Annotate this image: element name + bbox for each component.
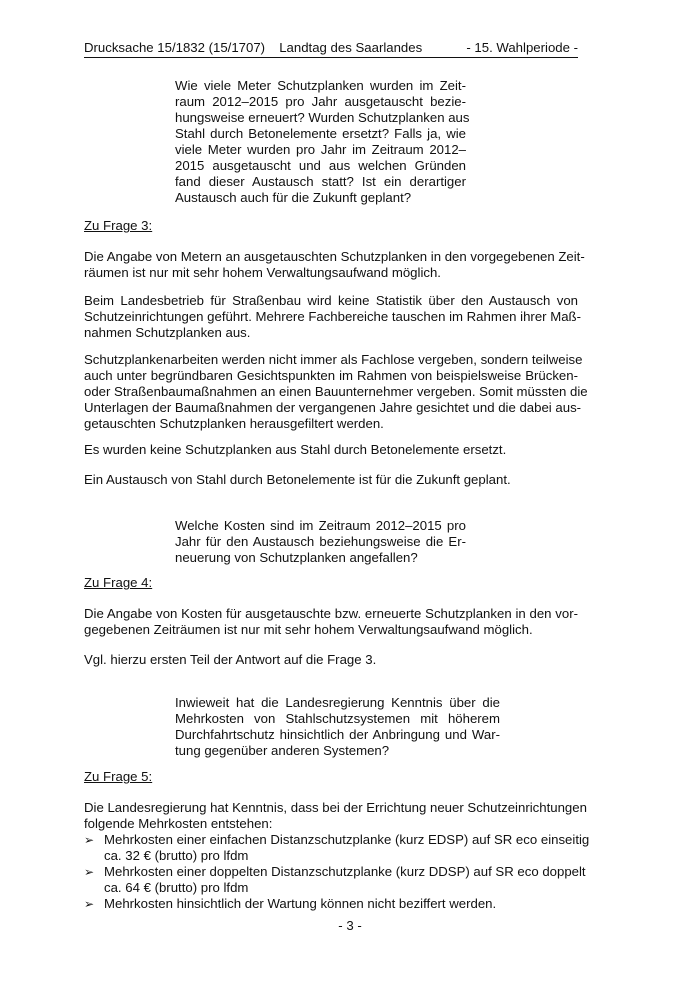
header-period: - 15. Wahlperiode - [466, 40, 578, 55]
answer-4-paragraph-1 [84, 606, 578, 638]
paragraph-line: Die Angabe von Kosten für ausgetauschte bzw. erneuerte Schutzplanken in den vor- [84, 606, 578, 621]
answer-3-heading: Zu Frage 3: [84, 218, 153, 233]
paragraph-line: Schutzeinrichtungen geführt. Mehrere Fachbereiche tauschen im Rahmen ihrer Maß- [84, 309, 581, 324]
arrow-bullet-icon: ➢ [84, 897, 95, 911]
list-item [84, 864, 584, 896]
list-item-line: ca. 64 € (brutto) pro lfdm [104, 880, 249, 895]
question-4-line: neuerung von Schutzplanken angefallen? [175, 550, 418, 565]
paragraph-line: Beim Landesbetrieb für Straßenbau wird keine Statistik über den Austausch von [84, 293, 578, 308]
answer-3-paragraph-2 [84, 293, 581, 341]
question-3-line: raum 2012–2015 pro Jahr ausgetauscht bezie- [175, 94, 466, 109]
answer-3-paragraph-5: Ein Austausch von Stahl durch Betonelemente ist für die Zukunft geplant. [84, 472, 511, 487]
answer-4-paragraph-2: Vgl. hierzu ersten Teil der Antwort auf die Frage 3. [84, 652, 377, 667]
paragraph-line: oder Straßenbaumaßnahmen an einen Bauunternehmer vergeben. Somit müssten die [84, 384, 588, 399]
paragraph-line: Die Landesregierung hat Kenntnis, dass bei der Errichtung neuer Schutzeinrichtungen [84, 800, 587, 815]
paragraph-line: Schutzplankenarbeiten werden nicht immer als Fachlose vergeben, sondern teilweise [84, 352, 583, 367]
question-4-line: Welche Kosten sind im Zeitraum 2012–2015 pro [175, 518, 466, 533]
list-item-line: Mehrkosten einer einfachen Distanzschutzplanke (kurz EDSP) auf SR eco einseitig [104, 832, 590, 847]
page-number: - 3 - [338, 918, 362, 933]
page-header [84, 40, 578, 58]
list-item-text [104, 864, 586, 896]
question-3 [175, 78, 470, 206]
list-item [84, 896, 584, 912]
cost-list [84, 832, 590, 912]
list-item-text [104, 896, 584, 912]
list-item-line: ca. 32 € (brutto) pro lfdm [104, 848, 249, 863]
question-3-line: 2015 ausgetauscht und aus welchen Gründen [175, 158, 466, 173]
question-5-line: Mehrkosten von Stahlschutzsystemen mit höherem [175, 711, 500, 726]
question-3-line: Austausch auch für die Zukunft geplant? [175, 190, 412, 205]
answer-4-heading: Zu Frage 4: [84, 575, 153, 590]
list-item-line: Mehrkosten hinsichtlich der Wartung können nicht beziffert werden. [104, 896, 497, 911]
question-3-line: Wie viele Meter Schutzplanken wurden im Zeit- [175, 78, 466, 93]
question-4 [175, 518, 466, 566]
question-5 [175, 695, 500, 759]
paragraph-line: räumen ist nur mit sehr hohem Verwaltungsaufwand möglich. [84, 265, 441, 280]
header-document-number: Drucksache 15/1832 (15/1707) [84, 40, 266, 55]
question-5-line: Durchfahrtschutz hinsichtlich der Anbringung und War- [175, 727, 500, 742]
paragraph-line: Die Angabe von Metern an ausgetauschten Schutzplanken in den vorgegebenen Zeit- [84, 249, 585, 264]
answer-5-heading: Zu Frage 5: [84, 769, 153, 784]
paragraph-line: nahmen Schutzplanken aus. [84, 325, 251, 340]
list-item [84, 832, 590, 864]
paragraph-line: folgende Mehrkosten entstehen: [84, 816, 273, 831]
answer-3-paragraph-1 [84, 249, 585, 281]
question-5-line: Inwieweit hat die Landesregierung Kenntnis über die [175, 695, 500, 710]
question-5-line: tung gegenüber anderen Systemen? [175, 743, 390, 758]
answer-3-paragraph-4: Es wurden keine Schutzplanken aus Stahl durch Betonelemente ersetzt. [84, 442, 507, 457]
answer-3-paragraph-3 [84, 352, 588, 432]
list-item-text [104, 832, 589, 864]
question-3-line: viele Meter wurden pro Jahr im Zeitraum 2012– [175, 142, 466, 157]
question-3-line: hungsweise erneuert? Wurden Schutzplanken aus [175, 110, 470, 125]
paragraph-line: getauschten Schutzplanken herausgefiltert werden. [84, 416, 384, 431]
header-parliament: Landtag des Saarlandes [279, 40, 423, 55]
question-3-line: Stahl durch Betonelemente ersetzt? Falls ja, wie [175, 126, 466, 141]
paragraph-line: gegebenen Zeiträumen ist nur mit sehr hohem Verwaltungsaufwand möglich. [84, 622, 533, 637]
arrow-bullet-icon: ➢ [84, 865, 95, 879]
paragraph-line: Unterlagen der Baumaßnahmen der vergangenen Jahre gesichtet und die dabei aus- [84, 400, 582, 415]
answer-5-intro [84, 800, 587, 832]
paragraph-line: auch unter begründbaren Gesichtspunkten im Rahmen von beispielsweise Brücken- [84, 368, 578, 383]
question-4-line: Jahr für den Austausch beziehungsweise die Er- [175, 534, 466, 549]
arrow-bullet-icon: ➢ [84, 833, 95, 847]
list-item-line: Mehrkosten einer doppelten Distanzschutzplanke (kurz DDSP) auf SR eco doppelt [104, 864, 586, 879]
question-3-line: fand dieser Austausch statt? Ist ein derartiger [175, 174, 466, 189]
